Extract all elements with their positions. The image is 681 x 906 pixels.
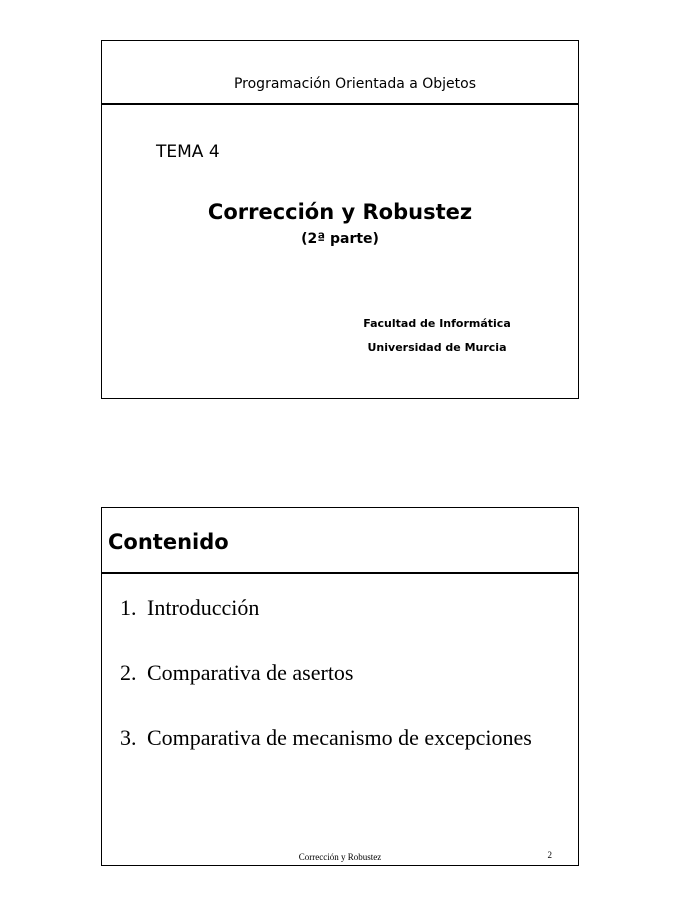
slide-title	[101, 40, 579, 399]
university-label: Universidad de Murcia	[367, 341, 507, 354]
main-title: Corrección y Robustez	[207, 200, 473, 224]
list-item	[120, 594, 568, 621]
subtitle: (2ª parte)	[301, 231, 379, 247]
contents-list	[120, 594, 568, 789]
page-number: 2	[547, 850, 552, 860]
tema-label: TEMA 4	[156, 142, 220, 162]
list-item-text: Comparativa de mecanismo de excepciones	[147, 725, 532, 750]
list-item	[120, 659, 568, 686]
list-item	[120, 724, 568, 751]
list-item-text: Comparativa de asertos	[147, 660, 354, 685]
slide-footer: Corrección y Robustez	[298, 852, 382, 862]
list-item-number: 1.	[120, 595, 137, 620]
contents-heading: Contenido	[108, 530, 229, 554]
list-item-number: 2.	[120, 660, 137, 685]
slide-contents	[101, 507, 579, 866]
faculty-label: Facultad de Informática	[363, 317, 511, 330]
list-item-number: 3.	[120, 725, 137, 750]
header-divider	[102, 572, 578, 574]
course-title: Programación Orientada a Objetos	[233, 76, 477, 92]
header-divider	[102, 103, 578, 105]
list-item-text: Introducción	[147, 595, 260, 620]
